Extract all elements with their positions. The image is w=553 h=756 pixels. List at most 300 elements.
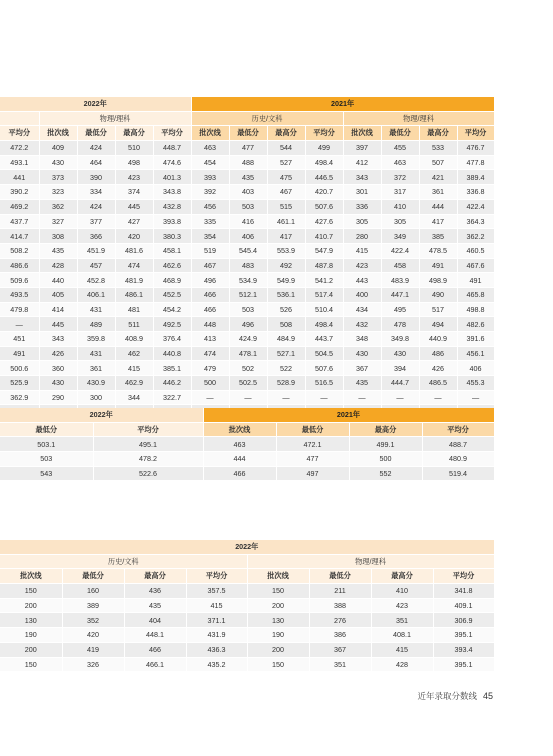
table-cell: 517.4 xyxy=(305,287,343,302)
table-cell: 455 xyxy=(381,141,419,156)
table-cell: 483.9 xyxy=(381,273,419,288)
table-cell: 486.5 xyxy=(419,376,457,391)
year-2022-header: 2022年 xyxy=(0,540,494,554)
table-cell: 447.1 xyxy=(381,287,419,302)
table-cell: 552 xyxy=(349,466,422,481)
table-cell: 446.5 xyxy=(305,170,343,185)
table-cell: 503 xyxy=(0,452,93,467)
table-cell: 476.7 xyxy=(457,141,494,156)
table-cell: 509.6 xyxy=(0,273,39,288)
table-cell: 408.9 xyxy=(115,332,153,347)
table-cell: 455.3 xyxy=(457,376,494,391)
table-cell: 445 xyxy=(39,317,77,332)
table-cell: — xyxy=(305,390,343,405)
table-cell: 510.4 xyxy=(305,302,343,317)
table-row xyxy=(0,657,494,672)
table-cell: 482.6 xyxy=(457,317,494,332)
table-cell: 503.1 xyxy=(0,437,93,452)
table-cell: 406.1 xyxy=(77,287,115,302)
table-cell: 150 xyxy=(0,657,62,672)
table-cell: 490 xyxy=(419,287,457,302)
table-cell: 430.9 xyxy=(77,376,115,391)
table-cell: 361 xyxy=(419,185,457,200)
table-cell: 483 xyxy=(229,258,267,273)
table-cell: 388 xyxy=(309,598,371,613)
table-cell: 327 xyxy=(39,214,77,229)
table-cell: 500 xyxy=(349,452,422,467)
col-header-min: 最低分 xyxy=(229,126,267,141)
table-cell: 443 xyxy=(343,273,381,288)
table-cell: 352 xyxy=(62,613,124,628)
col-header-avg: 平均分 xyxy=(457,126,494,141)
table-row xyxy=(0,141,494,156)
table-cell: 486.1 xyxy=(115,287,153,302)
table-cell: 308 xyxy=(39,229,77,244)
table-cell: 495 xyxy=(381,302,419,317)
table-cell: 478 xyxy=(381,317,419,332)
col-header-avg: 平均分 xyxy=(422,422,494,437)
table-cell: 431.9 xyxy=(186,628,247,643)
table-row xyxy=(0,287,494,302)
table-cell: 492.5 xyxy=(153,317,191,332)
table-cell: 413 xyxy=(191,332,229,347)
table-cell: 534.9 xyxy=(229,273,267,288)
table-row xyxy=(0,346,494,361)
page-footer xyxy=(417,690,493,702)
table-cell: 463 xyxy=(191,141,229,156)
table-cell: 410 xyxy=(381,199,419,214)
table-cell: 200 xyxy=(0,642,62,657)
table-cell: 200 xyxy=(0,598,62,613)
table-cell: 507.6 xyxy=(305,199,343,214)
table-cell: — xyxy=(191,390,229,405)
col-header-avg: 平均分 xyxy=(305,126,343,141)
table-cell: 528.9 xyxy=(267,376,305,391)
table-cell: 496 xyxy=(229,317,267,332)
table-cell: 508 xyxy=(267,317,305,332)
table-cell: 336.8 xyxy=(457,185,494,200)
table-cell: 344 xyxy=(115,390,153,405)
table-cell: 515 xyxy=(267,199,305,214)
table-cell: 474 xyxy=(115,258,153,273)
table-cell: 526 xyxy=(267,302,305,317)
table-cell: 415 xyxy=(371,642,433,657)
table-cell: 479 xyxy=(191,361,229,376)
table-cell: 446.2 xyxy=(153,376,191,391)
table-cell: 460.5 xyxy=(457,243,494,258)
table-cell: 472.2 xyxy=(0,141,39,156)
table-cell: 467 xyxy=(191,258,229,273)
table-cell: 385.1 xyxy=(153,361,191,376)
table-cell: 493.5 xyxy=(0,287,39,302)
table-cell: 357.5 xyxy=(186,584,247,599)
table-cell: 435 xyxy=(39,243,77,258)
col-header-batch: 批次线 xyxy=(39,126,77,141)
table-cell: 508.2 xyxy=(0,243,39,258)
table-cell: 377 xyxy=(77,214,115,229)
table-cell: 507 xyxy=(419,155,457,170)
year-2021-header: 2021年 xyxy=(203,408,494,422)
col-header-batch: 批次线 xyxy=(191,126,229,141)
table-cell: 544 xyxy=(267,141,305,156)
table-cell: 359.8 xyxy=(77,332,115,347)
table-cell: 488.7 xyxy=(422,437,494,452)
table-cell: 549.9 xyxy=(267,273,305,288)
table-cell: 440 xyxy=(39,273,77,288)
table-row xyxy=(0,214,494,229)
table-cell: 491 xyxy=(0,346,39,361)
table-cell: 414 xyxy=(39,302,77,317)
table-cell: 348 xyxy=(343,332,381,347)
table-row xyxy=(0,376,494,391)
table-cell: 385 xyxy=(419,229,457,244)
table-cell: 466 xyxy=(191,287,229,302)
table-cell: 423 xyxy=(115,170,153,185)
table-cell: 522 xyxy=(267,361,305,376)
subject-physics-2022: 物理/理科 xyxy=(247,554,494,569)
col-header-max: 最高分 xyxy=(419,126,457,141)
table-cell: — xyxy=(0,317,39,332)
table-cell: 430 xyxy=(381,346,419,361)
table-cell: 457 xyxy=(77,258,115,273)
table-cell: 323 xyxy=(39,185,77,200)
table-cell: 467 xyxy=(267,185,305,200)
table-cell: 422.4 xyxy=(381,243,419,258)
table-cell: 511 xyxy=(115,317,153,332)
table-cell: 430 xyxy=(39,376,77,391)
table-cell: 451 xyxy=(0,332,39,347)
table-cell: 499 xyxy=(305,141,343,156)
table-cell: 533 xyxy=(419,141,457,156)
table-cell: 466 xyxy=(203,466,276,481)
table-cell: 463 xyxy=(203,437,276,452)
col-header-avg: 平均分 xyxy=(93,422,203,437)
table-row xyxy=(0,466,494,481)
table-cell: 408.1 xyxy=(371,628,433,643)
table-cell: 300 xyxy=(77,390,115,405)
col-header-avg: 平均分 xyxy=(186,569,247,584)
table-cell: 461.1 xyxy=(267,214,305,229)
table-cell: 393.4 xyxy=(433,642,494,657)
table-cell: 150 xyxy=(247,584,309,599)
table-cell: 372 xyxy=(381,170,419,185)
table-cell: 322.7 xyxy=(153,390,191,405)
col-header-batch: 批次线 xyxy=(247,569,309,584)
table-cell: 343 xyxy=(39,332,77,347)
table-cell: 392 xyxy=(191,185,229,200)
table-cell: 500 xyxy=(191,376,229,391)
table-row xyxy=(0,302,494,317)
table-cell: 443.7 xyxy=(305,332,343,347)
table-cell: 428 xyxy=(371,657,433,672)
table-cell: 491 xyxy=(457,273,494,288)
table-cell: 406 xyxy=(229,229,267,244)
table-row xyxy=(0,598,494,613)
table-row xyxy=(0,199,494,214)
table-cell: 349.8 xyxy=(381,332,419,347)
table-row xyxy=(0,584,494,599)
table-cell: 478.1 xyxy=(229,346,267,361)
table-cell: 376.4 xyxy=(153,332,191,347)
table-cell: 423 xyxy=(343,258,381,273)
table-cell: 441 xyxy=(0,170,39,185)
table-cell: 536.1 xyxy=(267,287,305,302)
table-row xyxy=(0,332,494,347)
table-cell: 502.5 xyxy=(229,376,267,391)
table-cell: 543 xyxy=(0,466,93,481)
table-cell: — xyxy=(229,390,267,405)
table-cell: 432.8 xyxy=(153,199,191,214)
table-cell: 522.6 xyxy=(93,466,203,481)
table-cell: 397 xyxy=(343,141,381,156)
table-row xyxy=(0,613,494,628)
year-2021-header: 2021年 xyxy=(191,97,494,111)
table-row xyxy=(0,390,494,405)
table-cell: 371.1 xyxy=(186,613,247,628)
table-row xyxy=(0,170,494,185)
table-row xyxy=(0,361,494,376)
table-cell: 427.6 xyxy=(305,214,343,229)
table-body xyxy=(0,141,494,420)
col-header-max: 最高分 xyxy=(349,422,422,437)
table-cell: 351 xyxy=(371,613,433,628)
table-cell: 317 xyxy=(381,185,419,200)
table-cell: 462.6 xyxy=(153,258,191,273)
subject-history-2022: 历史/文科 xyxy=(0,554,247,569)
table-cell: 417 xyxy=(419,214,457,229)
table-row xyxy=(0,155,494,170)
table-cell: 430 xyxy=(343,346,381,361)
table-cell: 527 xyxy=(267,155,305,170)
table-cell: 334 xyxy=(77,185,115,200)
table-cell: 390 xyxy=(77,170,115,185)
table-cell: 276 xyxy=(309,613,371,628)
table-cell: 477.8 xyxy=(457,155,494,170)
year-2022-header: 2022年 xyxy=(0,408,203,422)
table-cell: 477 xyxy=(276,452,349,467)
table-cell: 504.5 xyxy=(305,346,343,361)
table-cell: 474 xyxy=(191,346,229,361)
table-cell: 436 xyxy=(124,584,186,599)
table-cell: 409 xyxy=(39,141,77,156)
table-cell: 389 xyxy=(62,598,124,613)
table-cell: 420 xyxy=(62,628,124,643)
table-cell: 465.8 xyxy=(457,287,494,302)
table-cell: 423 xyxy=(371,598,433,613)
table-cell: 491 xyxy=(419,258,457,273)
table-cell: 422.4 xyxy=(457,199,494,214)
table-cell: 362.2 xyxy=(457,229,494,244)
score-table-main xyxy=(0,97,495,420)
table-cell: 435 xyxy=(124,598,186,613)
table-cell: 499.1 xyxy=(349,437,422,452)
table-cell: 456 xyxy=(191,199,229,214)
table-cell: 495.1 xyxy=(93,437,203,452)
table-cell: 415 xyxy=(343,243,381,258)
table-cell: 466.1 xyxy=(124,657,186,672)
col-header-avg: 平均分 xyxy=(153,126,191,141)
table-row xyxy=(0,628,494,643)
table-cell: 487.8 xyxy=(305,258,343,273)
col-header-min: 最低分 xyxy=(0,422,93,437)
table-cell: 435.2 xyxy=(186,657,247,672)
table-cell: 475 xyxy=(267,170,305,185)
table-cell: 326 xyxy=(62,657,124,672)
table-cell: 448 xyxy=(191,317,229,332)
table-cell: 440.8 xyxy=(153,346,191,361)
table-cell: 414.7 xyxy=(0,229,39,244)
col-header-max: 最高分 xyxy=(115,126,153,141)
table-cell: 481.9 xyxy=(115,273,153,288)
table-cell: 494 xyxy=(419,317,457,332)
table-cell: 130 xyxy=(0,613,62,628)
table-cell: 420.7 xyxy=(305,185,343,200)
table-cell: 503 xyxy=(229,199,267,214)
table-cell: 466 xyxy=(124,642,186,657)
table-cell: 458 xyxy=(381,258,419,273)
score-table-2022 xyxy=(0,540,495,672)
table-cell: 403 xyxy=(229,185,267,200)
table-cell: 481.6 xyxy=(115,243,153,258)
table-cell: 502 xyxy=(229,361,267,376)
table-cell: 190 xyxy=(247,628,309,643)
table-row xyxy=(0,258,494,273)
col-header-batch: 批次线 xyxy=(203,422,276,437)
col-header-avg: 平均分 xyxy=(0,126,39,141)
table-cell: 431 xyxy=(77,346,115,361)
table-cell: 424.9 xyxy=(229,332,267,347)
table-row xyxy=(0,273,494,288)
table-cell: 190 xyxy=(0,628,62,643)
col-header-max: 最高分 xyxy=(267,126,305,141)
table-cell: 415 xyxy=(186,598,247,613)
table-cell: 200 xyxy=(247,598,309,613)
table-cell: 426 xyxy=(419,361,457,376)
table-cell: 420 xyxy=(115,229,153,244)
table-cell: 510 xyxy=(115,141,153,156)
col-header-batch: 批次线 xyxy=(343,126,381,141)
table-row xyxy=(0,229,494,244)
table-cell: 428 xyxy=(39,258,77,273)
table-cell: 341.8 xyxy=(433,584,494,599)
table-cell: 478.2 xyxy=(93,452,203,467)
table-cell: 466 xyxy=(191,302,229,317)
table-body xyxy=(0,437,494,481)
table-cell: 361 xyxy=(77,361,115,376)
subject-physics-2021: 物理/理科 xyxy=(343,111,494,126)
table-row xyxy=(0,452,494,467)
table-cell: 497 xyxy=(276,466,349,481)
table-cell: 351 xyxy=(309,657,371,672)
table-cell: 493.1 xyxy=(0,155,39,170)
table-cell: 301 xyxy=(343,185,381,200)
table-cell: 516.5 xyxy=(305,376,343,391)
table-cell: 451.9 xyxy=(77,243,115,258)
table-body xyxy=(0,584,494,672)
table-cell: 462 xyxy=(115,346,153,361)
table-cell: 525.9 xyxy=(0,376,39,391)
table-cell: — xyxy=(457,390,494,405)
table-cell: 479.8 xyxy=(0,302,39,317)
table-cell: 349 xyxy=(381,229,419,244)
table-cell: 415 xyxy=(115,361,153,376)
col-header-min: 最低分 xyxy=(309,569,371,584)
col-header-min: 最低分 xyxy=(62,569,124,584)
table-cell: 481 xyxy=(115,302,153,317)
table-cell: 335 xyxy=(191,214,229,229)
table-cell: 424 xyxy=(77,199,115,214)
table-cell: 405 xyxy=(39,287,77,302)
table-cell: 452.5 xyxy=(153,287,191,302)
table-cell: 435 xyxy=(343,376,381,391)
table-cell: 480.9 xyxy=(422,452,494,467)
table-cell: 444 xyxy=(203,452,276,467)
table-cell: 380.3 xyxy=(153,229,191,244)
col-header-max: 最高分 xyxy=(371,569,433,584)
table-cell: 305 xyxy=(343,214,381,229)
table-cell: 416 xyxy=(229,214,267,229)
table-cell: 160 xyxy=(62,584,124,599)
table-cell: 211 xyxy=(309,584,371,599)
table-cell: 496 xyxy=(191,273,229,288)
col-header-min: 最低分 xyxy=(381,126,419,141)
table-cell: 445 xyxy=(115,199,153,214)
col-header-max: 最高分 xyxy=(124,569,186,584)
table-cell: — xyxy=(267,390,305,405)
page-number: 45 xyxy=(482,691,493,701)
table-cell: 462.9 xyxy=(115,376,153,391)
table-cell: 448.7 xyxy=(153,141,191,156)
table-cell: 458.1 xyxy=(153,243,191,258)
table-cell: 343.8 xyxy=(153,185,191,200)
table-cell: 469.2 xyxy=(0,199,39,214)
table-cell: 436.3 xyxy=(186,642,247,657)
table-cell: 503 xyxy=(229,302,267,317)
score-table-summary xyxy=(0,408,495,481)
table-cell: 498.8 xyxy=(457,302,494,317)
col-header-avg: 平均分 xyxy=(433,569,494,584)
table-cell: 410.7 xyxy=(305,229,343,244)
table-cell: 393.8 xyxy=(153,214,191,229)
subject-physics-2022: 物理/理科 xyxy=(39,111,191,126)
table-cell: — xyxy=(381,390,419,405)
table-cell: — xyxy=(419,390,457,405)
table-cell: 444.7 xyxy=(381,376,419,391)
table-cell: 200 xyxy=(247,642,309,657)
table-cell: 404 xyxy=(124,613,186,628)
table-row xyxy=(0,185,494,200)
table-cell: 150 xyxy=(247,657,309,672)
table-cell: 394 xyxy=(381,361,419,376)
table-cell: 464 xyxy=(77,155,115,170)
table-cell: 343 xyxy=(343,170,381,185)
table-cell: 305 xyxy=(381,214,419,229)
table-row xyxy=(0,317,494,332)
table-cell: 410 xyxy=(371,584,433,599)
table-cell: 362 xyxy=(39,199,77,214)
table-row xyxy=(0,642,494,657)
table-cell: 541.2 xyxy=(305,273,343,288)
table-row xyxy=(0,243,494,258)
table-cell: 498.4 xyxy=(305,317,343,332)
table-cell: 498 xyxy=(115,155,153,170)
table-cell: 391.6 xyxy=(457,332,494,347)
table-cell: 437.7 xyxy=(0,214,39,229)
year-2022-header: 2022年 xyxy=(0,97,191,111)
table-cell: 500.6 xyxy=(0,361,39,376)
col-header-min: 最低分 xyxy=(276,422,349,437)
table-cell: 386 xyxy=(309,628,371,643)
